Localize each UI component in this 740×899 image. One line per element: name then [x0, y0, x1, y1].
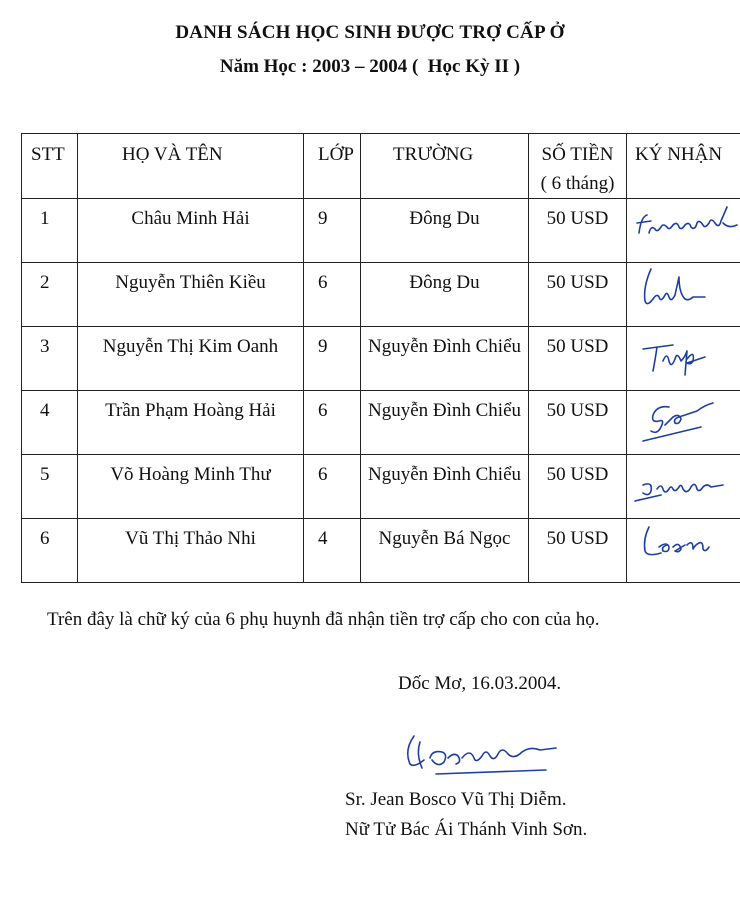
signer-name: Sr. Jean Bosco Vũ Thị Diễm. — [345, 789, 567, 810]
table-header-row — [22, 134, 740, 199]
header-class: LỚP — [304, 134, 361, 199]
row-stt: 4 — [22, 391, 78, 455]
row-school: Nguyễn Đình Chiểu — [361, 455, 529, 519]
signer-organization: Nữ Tử Bác Ái Thánh Vinh Sơn. — [345, 819, 588, 840]
row-school: Đông Du — [361, 263, 529, 327]
row-class: 6 — [304, 263, 361, 327]
row-amount: 50 USD — [529, 327, 627, 391]
row-amount: 50 USD — [529, 455, 627, 519]
row-school: Đông Du — [361, 199, 529, 263]
row-class: 6 — [304, 455, 361, 519]
row-signature-cell — [627, 263, 740, 327]
header-stt: STT — [22, 134, 78, 199]
header-sign: KÝ NHẬN — [627, 134, 740, 199]
handwritten-signature-icon — [633, 331, 740, 379]
row-name: Trần Phạm Hoàng Hải — [78, 391, 304, 455]
handwritten-signature-icon — [633, 523, 740, 571]
row-name: Nguyễn Thiên Kiều — [78, 263, 304, 327]
row-amount: 50 USD — [529, 391, 627, 455]
row-signature-cell — [627, 519, 740, 583]
row-signature-cell — [627, 327, 740, 391]
row-amount: 50 USD — [529, 263, 627, 327]
row-signature-cell — [627, 391, 740, 455]
header-amount-line2: ( 6 tháng) — [540, 173, 615, 194]
school-year-subtitle: Năm Học : 2003 – 2004 ( Học Kỳ II ) — [219, 56, 521, 77]
place-date: Dốc Mơ, 16.03.2004. — [398, 673, 562, 694]
row-school: Nguyễn Bá Ngọc — [361, 519, 529, 583]
row-signature-cell — [627, 455, 740, 519]
document-title: DANH SÁCH HỌC SINH ĐƯỢC TRỢ CẤP Ở — [175, 22, 565, 43]
row-name: Châu Minh Hải — [78, 199, 304, 263]
row-stt: 2 — [22, 263, 78, 327]
handwritten-signature-icon — [633, 267, 740, 315]
row-stt: 6 — [22, 519, 78, 583]
table-row — [22, 519, 740, 583]
header-name: HỌ VÀ TÊN — [78, 134, 304, 199]
row-class: 9 — [304, 327, 361, 391]
row-name: Nguyễn Thị Kim Oanh — [78, 327, 304, 391]
handwritten-signature-icon — [633, 395, 740, 443]
handwritten-signature-icon — [633, 203, 740, 251]
row-stt: 1 — [22, 199, 78, 263]
handwritten-signature-icon — [633, 459, 740, 507]
row-amount: 50 USD — [529, 199, 627, 263]
row-class: 6 — [304, 391, 361, 455]
table-row — [22, 199, 740, 263]
row-name: Vũ Thị Thảo Nhi — [78, 519, 304, 583]
row-school: Nguyễn Đình Chiểu — [361, 391, 529, 455]
header-amount — [529, 134, 627, 199]
table-row — [22, 263, 740, 327]
row-name: Võ Hoàng Minh Thư — [78, 455, 304, 519]
header-amount-line1: SỐ TIỀN — [541, 144, 614, 165]
row-signature-cell — [627, 199, 740, 263]
row-amount: 50 USD — [529, 519, 627, 583]
confirmation-note: Trên đây là chữ ký của 6 phụ huynh đã nhận tiền trợ cấp cho con của họ. — [47, 609, 600, 630]
table-row — [22, 455, 740, 519]
row-school: Nguyễn Đình Chiểu — [361, 327, 529, 391]
signer-signature-icon — [396, 728, 586, 780]
row-stt: 3 — [22, 327, 78, 391]
table-row — [22, 391, 740, 455]
table-row — [22, 327, 740, 391]
row-stt: 5 — [22, 455, 78, 519]
header-school: TRƯỜNG — [361, 134, 529, 199]
row-class: 4 — [304, 519, 361, 583]
row-class: 9 — [304, 199, 361, 263]
student-list-table — [21, 133, 740, 583]
